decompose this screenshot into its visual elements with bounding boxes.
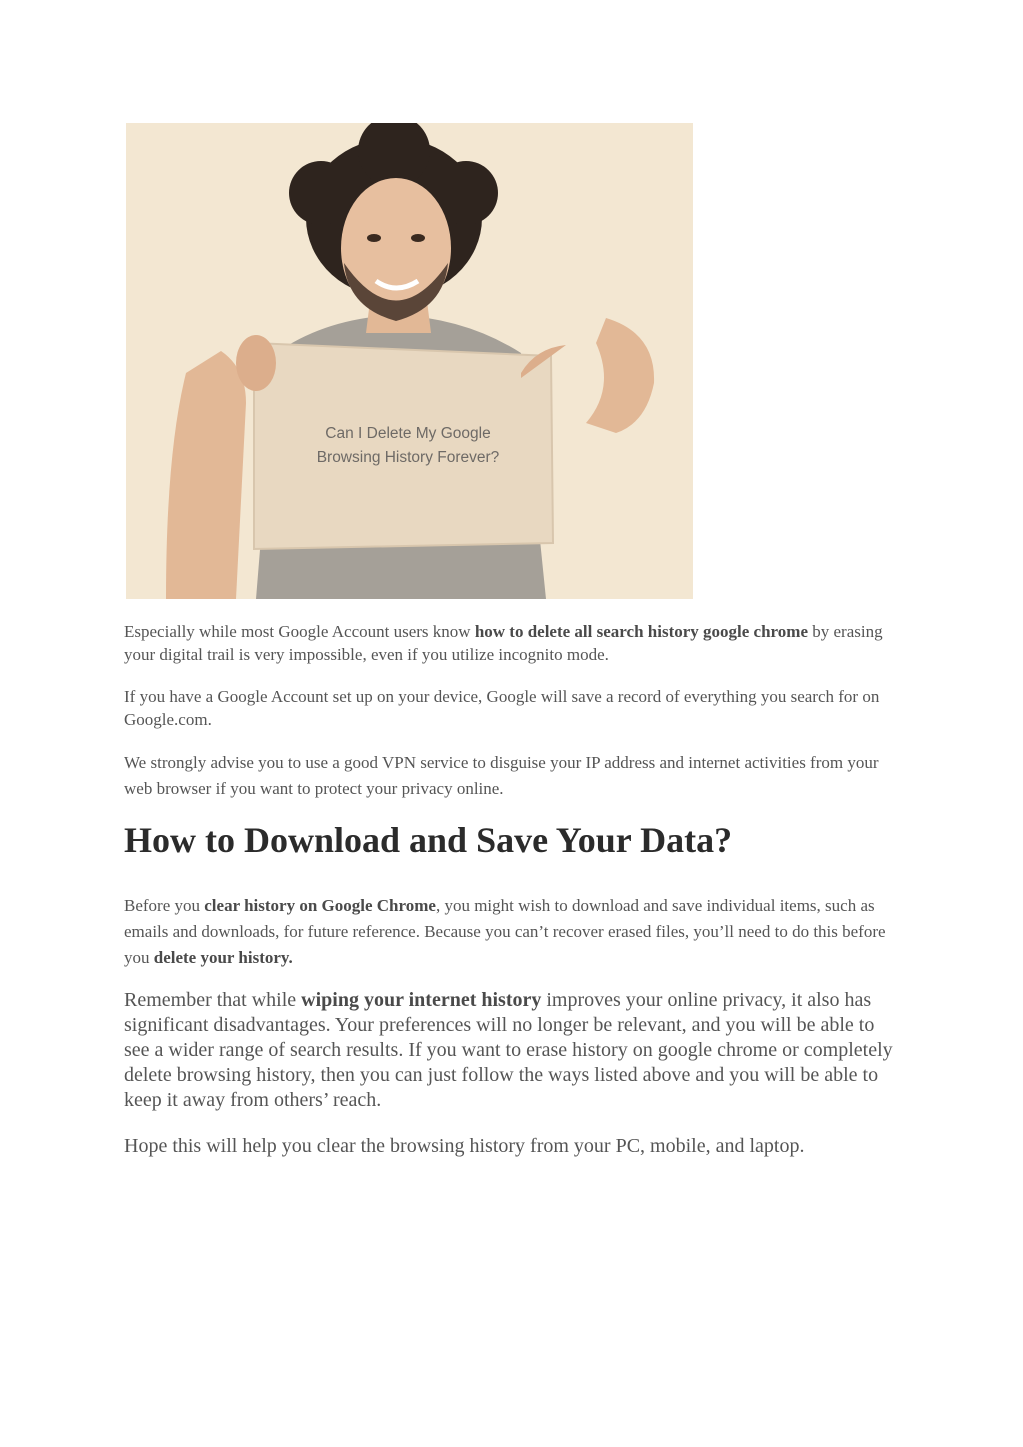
man-holding-sign-photo — [126, 123, 693, 599]
heading-download-save-data: How to Download and Save Your Data? — [124, 820, 733, 860]
paragraph-5-text-end: improves your online privacy, it also has significant disadvantages. Your preferences will no longer be relevant, and you will be able to see a wider range of search results. If you want to erase history on google chrome or completely delete browsing history, then you can just follow the ways listed above and you will be able to keep it away from others’ reach. — [124, 989, 893, 1111]
section-heading — [124, 818, 904, 862]
paragraph-3 — [124, 750, 904, 802]
paragraph-6 — [124, 1134, 904, 1159]
paragraph-4-bold-end: delete your history. — [153, 948, 293, 967]
photo-illustration — [126, 123, 693, 599]
paragraph-1 — [124, 620, 904, 666]
paragraph-4-text: Before you — [124, 896, 205, 915]
paragraph-6-text: Hope this will help you clear the browsing history from your PC, mobile, and laptop. — [124, 1135, 805, 1157]
sign-text-line-1: Can I Delete My Google — [325, 425, 491, 442]
paragraph-3-text: We strongly advise you to use a good VPN service to disguise your IP address and internet activities from your web browser if you want to protect your privacy online. — [124, 753, 879, 798]
paragraph-2-text: If you have a Google Account set up on your device, Google will save a record of everything you search for on Google.com. — [124, 687, 880, 729]
paragraph-5 — [124, 988, 904, 1113]
paragraph-1-text: Especially while most Google Account users know — [124, 622, 475, 641]
paragraph-5-bold: wiping your internet history — [301, 989, 542, 1011]
paragraph-4 — [124, 893, 904, 971]
paragraph-4-bold: clear history on Google Chrome — [204, 896, 436, 915]
paragraph-1-bold: how to delete all search history google chrome — [474, 622, 808, 641]
paragraph-4-text-middle: , you might wish to download and save individual items, such as emails and downloads, for future reference. Because you can’t recover erased files, you’ll need to do this before you — [124, 896, 886, 967]
sign-text-line-2: Browsing History Forever? — [316, 449, 500, 466]
paragraph-1-text-end: by erasing your digital trail is very impossible, even if you utilize incognito mode. — [124, 622, 883, 664]
paragraph-2 — [124, 685, 904, 731]
paragraph-5-text: Remember that while — [124, 989, 302, 1011]
